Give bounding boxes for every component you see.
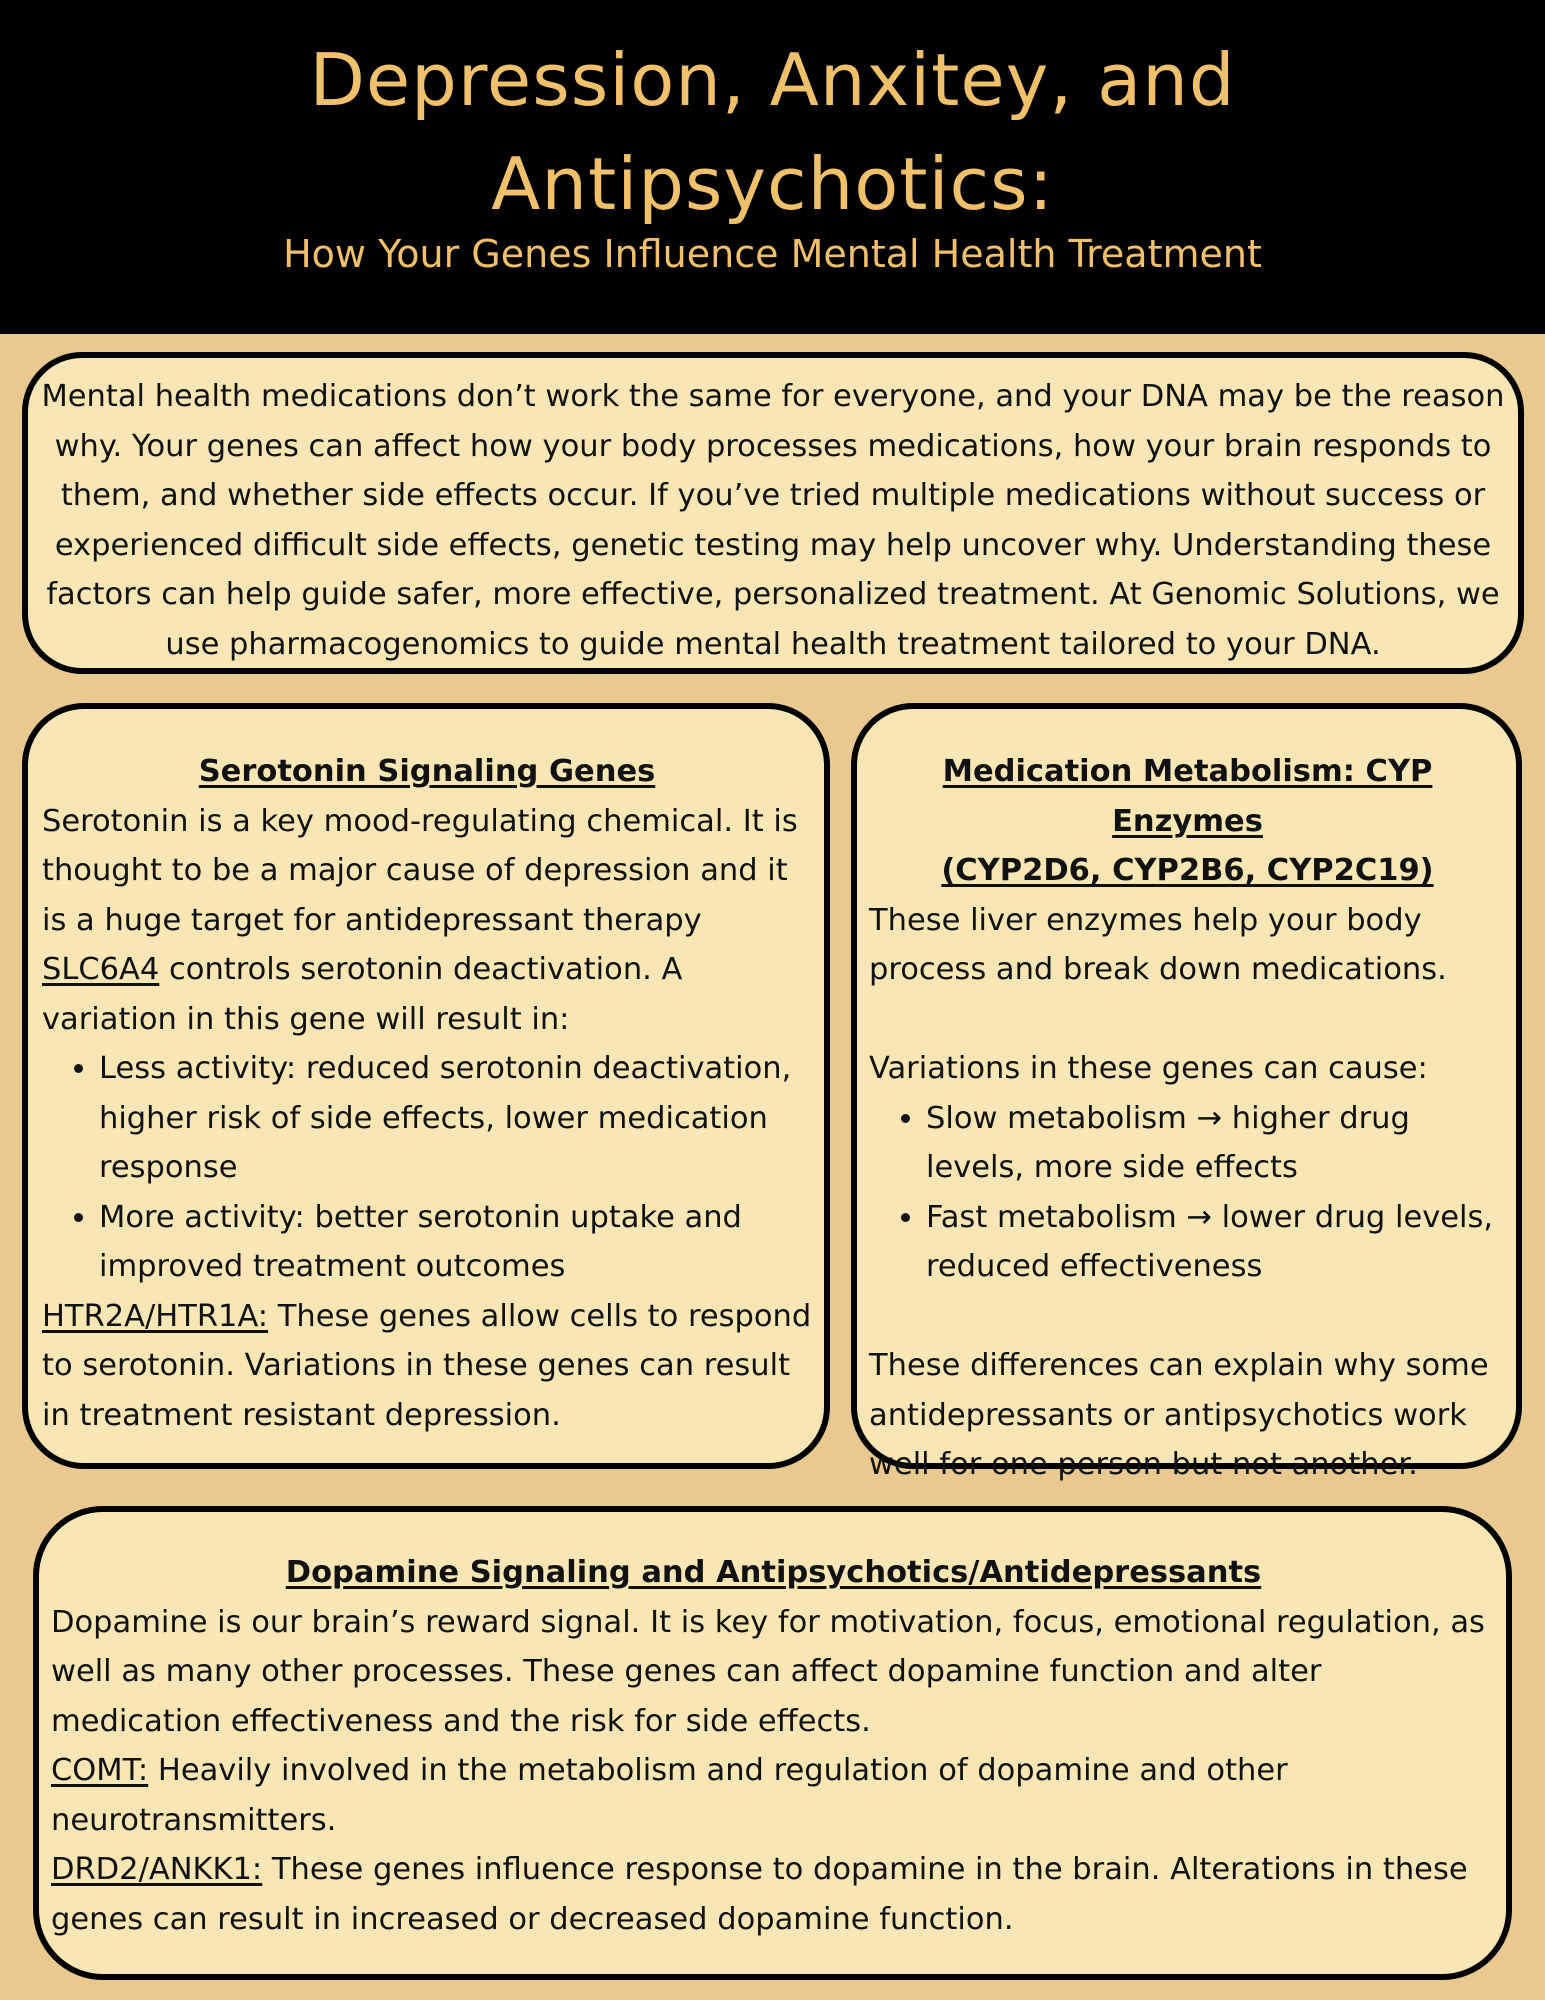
cyp-spacer: [869, 995, 1506, 1045]
cyp-heading: [869, 747, 1506, 896]
cyp-spacer-2: [869, 1292, 1506, 1342]
cyp-conclusion: These differences can explain why some antidepressants or antipsychotics work well for one person but not another.: [869, 1348, 1489, 1482]
cyp-bullet-slow: • Slow metabolism → higher drug levels, more side effects: [926, 1094, 1506, 1193]
gene-comt: COMT:: [51, 1753, 149, 1788]
page-title: [0, 28, 1545, 236]
serotonin-bullet-less: • Less activity: reduced serotonin deactivation, higher risk of side effects, lower medication response: [99, 1044, 812, 1193]
gene-drd2-ankk1-text: These genes influence response to dopamine in the brain. Alterations in these genes can result in increased or decreased dopamine function.: [51, 1852, 1468, 1937]
serotonin-bullet-more: • More activity: better serotonin uptake and improved treatment outcomes: [99, 1193, 812, 1292]
cyp-intro: These liver enzymes help your body process and break down medications.: [869, 902, 1447, 987]
title-line-1: Depression, Anxitey, and: [309, 38, 1236, 122]
gene-drd2-ankk1: DRD2/ANKK1:: [51, 1852, 263, 1887]
dopamine-heading: Dopamine Signaling and Antipsychotics/Antidepressants: [285, 1555, 1262, 1590]
dopamine-drd2-paragraph: [51, 1845, 1496, 1944]
cyp-heading-line-1: Medication Metabolism: CYP Enzymes: [942, 754, 1433, 839]
intro-box: [22, 352, 1524, 674]
dopamine-intro: Dopamine is our brain’s reward signal. It is key for motivation, focus, emotional regulation, as well as many other processes. These genes can affect dopamine function and alter medication effectiveness and the risk for side effects.: [51, 1604, 1485, 1739]
title-line-2: Antipsychotics:: [491, 142, 1054, 226]
serotonin-receptor-paragraph: [42, 1292, 812, 1441]
serotonin-bullet-list: [42, 1044, 812, 1292]
serotonin-heading: Serotonin Signaling Genes: [198, 754, 656, 789]
cyp-variations-label: Variations in these genes can cause:: [869, 1051, 1428, 1086]
gene-htr2a-htr1a-text: These genes allow cells to respond to serotonin. Variations in these genes can result in treatment resistant depression.: [42, 1298, 812, 1433]
serotonin-intro: [42, 797, 812, 1045]
cyp-bullet-fast: • Fast metabolism → lower drug levels, reduced effectiveness: [926, 1193, 1506, 1292]
cyp-bullet-list: [869, 1094, 1506, 1292]
cyp-card: [851, 703, 1522, 1482]
page-subtitle: How Your Genes Influence Mental Health Treatment: [283, 232, 1262, 276]
gene-comt-text: Heavily involved in the metabolism and regulation of dopamine and other neurotransmitters.: [51, 1753, 1288, 1838]
header-banner: [0, 0, 1545, 334]
dopamine-comt-paragraph: [51, 1746, 1496, 1845]
gene-slc6a4-text: controls serotonin deactivation. A variation in this gene will result in:: [42, 952, 683, 1037]
dopamine-card: [33, 1506, 1512, 1980]
cyp-heading-line-2: (CYP2D6, CYP2B6, CYP2C19): [941, 853, 1434, 888]
serotonin-intro-text: Serotonin is a key mood-regulating chemical. It is thought to be a major cause of depression and it is a huge target for antidepressant therapy: [42, 803, 798, 938]
gene-slc6a4: SLC6A4: [42, 952, 160, 987]
intro-text: Mental health medications don’t work the same for everyone, and your DNA may be the reason why. Your genes can affect how your body processes medications, how your brain responds to them, and whether side effects occur. If you’ve tried multiple medications without success or experienced difficult side effects, genetic testing may help uncover why. Understanding these factors can help guide safer, more effective, personalized treatment. At Genomic Solutions, we use pharmacogenomics to guide mental health treatment tailored to your DNA.: [41, 379, 1505, 662]
serotonin-card: [22, 703, 830, 1469]
gene-htr2a-htr1a: HTR2A/HTR1A:: [42, 1298, 269, 1334]
